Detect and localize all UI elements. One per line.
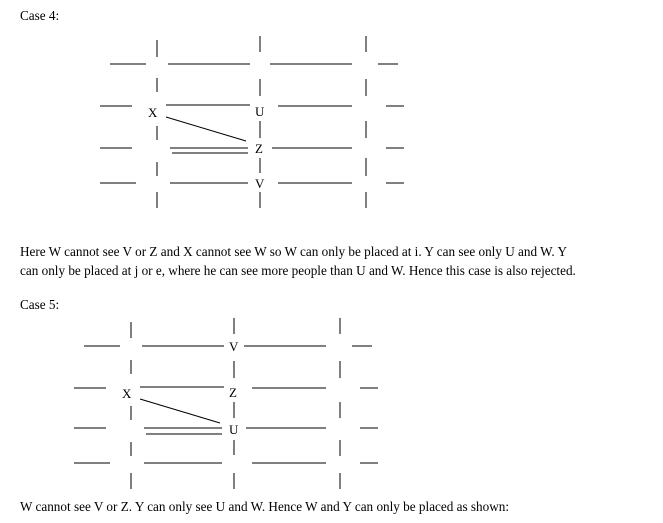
case5-label-v: V <box>229 339 239 354</box>
case4-paragraph-line-2: can only be placed at j or e, where he can see more people than U and W. Hence this case is also rejected. <box>20 263 576 278</box>
case5-label-u: U <box>229 422 239 437</box>
case5-grid-lines <box>74 318 378 489</box>
case5-label-x: X <box>122 386 132 401</box>
case5-diagram <box>0 290 663 520</box>
case4-diagram <box>0 0 663 230</box>
case4-label-v: V <box>255 176 265 191</box>
case4-label-x: X <box>148 105 158 120</box>
case5-heading: Case 5: <box>20 297 60 312</box>
case5-label-z: Z <box>229 385 237 400</box>
case4-paragraph-line-1: Here W cannot see V or Z and X cannot see W so W can only be placed at i. Y can see only U and W. Y <box>20 244 568 259</box>
case4-grid-lines <box>100 36 404 208</box>
case4-label-z: Z <box>255 141 263 156</box>
case4-label-u: U <box>255 104 265 119</box>
case5-paragraph-line-1: W cannot see V or Z. Y can only see U and W. Hence W and Y can only be placed as shown: <box>20 499 510 514</box>
case4-heading: Case 4: <box>20 8 60 23</box>
